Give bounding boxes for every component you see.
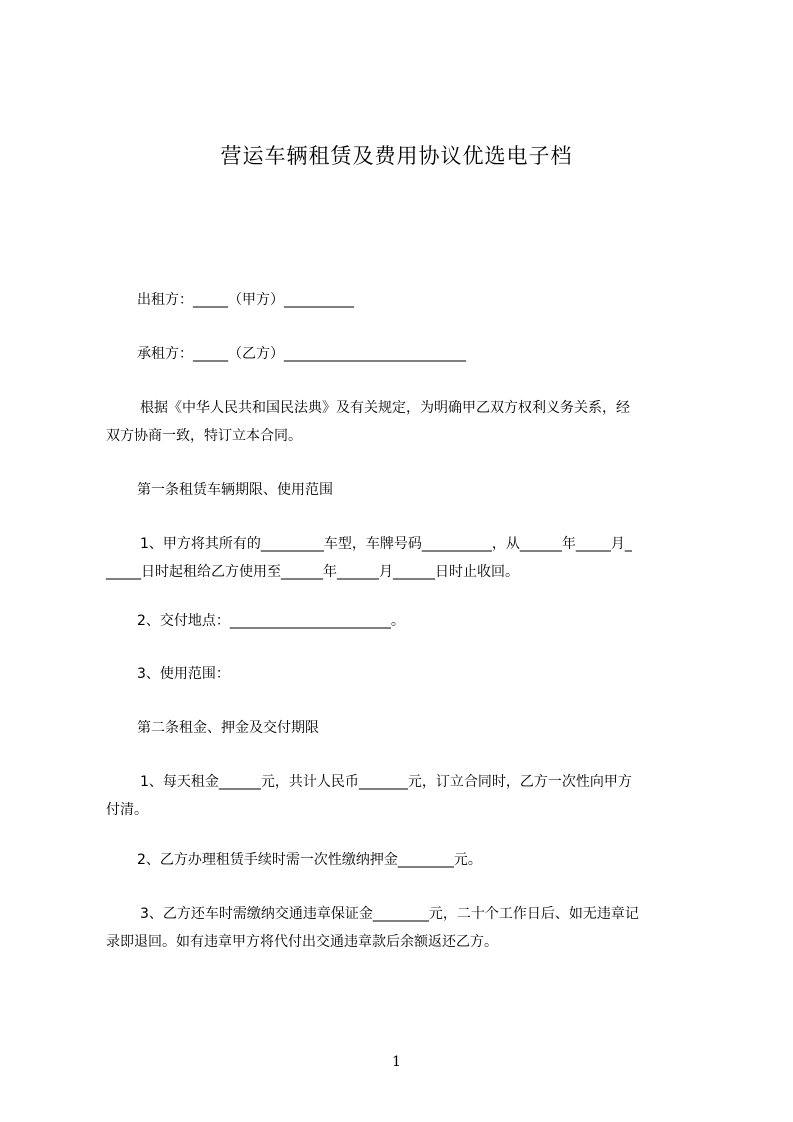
article-2-heading: 第二条租金、押金及交付期限: [137, 720, 319, 736]
article-1-heading: 第一条租赁车辆期限、使用范围: [137, 482, 333, 498]
intro-line-1: 根据《中华人民共和国民法典》及有关规定，为明确甲乙双方权利义务关系，经: [140, 400, 630, 416]
clause-1-2: 2、交付地点：_______________________。: [137, 613, 405, 629]
document-title: 营运车辆租赁及费用协议优选电子档: [220, 144, 573, 168]
page-number: 1: [392, 1054, 401, 1070]
clause-2-1-line-2: 付清。: [106, 802, 148, 818]
clause-2-2: 2、乙方办理租赁手续时需一次性缴纳押金________元。: [137, 852, 482, 868]
clause-2-1-line-1: 1、每天租金______元，共计人民币_______元，订立合同时，乙方一次性向甲方: [140, 774, 632, 790]
clause-2-3-line-2: 录即退回。如有违章甲方将代付出交通违章款后余额返还乙方。: [106, 934, 498, 950]
clause-2-3-line-1: 3、乙方还车时需缴纳交通违章保证金________元，二十个工作日后、如无违章记: [140, 906, 639, 922]
intro-line-2: 双方协商一致，特订立本合同。: [106, 428, 302, 444]
clause-1-3: 3、使用范围：: [137, 666, 230, 682]
lessor-line: 出租方：_____（甲方）__________: [137, 292, 354, 308]
clause-1-1-line-2: _____日时起租给乙方使用至______年______月______日时止收回。: [106, 564, 519, 580]
clause-1-1-line-1: 1、甲方将其所有的_________车型，车牌号码__________，从______年_____月_: [140, 536, 632, 552]
lessee-line: 承租方：_____（乙方）__________________________: [137, 346, 466, 362]
